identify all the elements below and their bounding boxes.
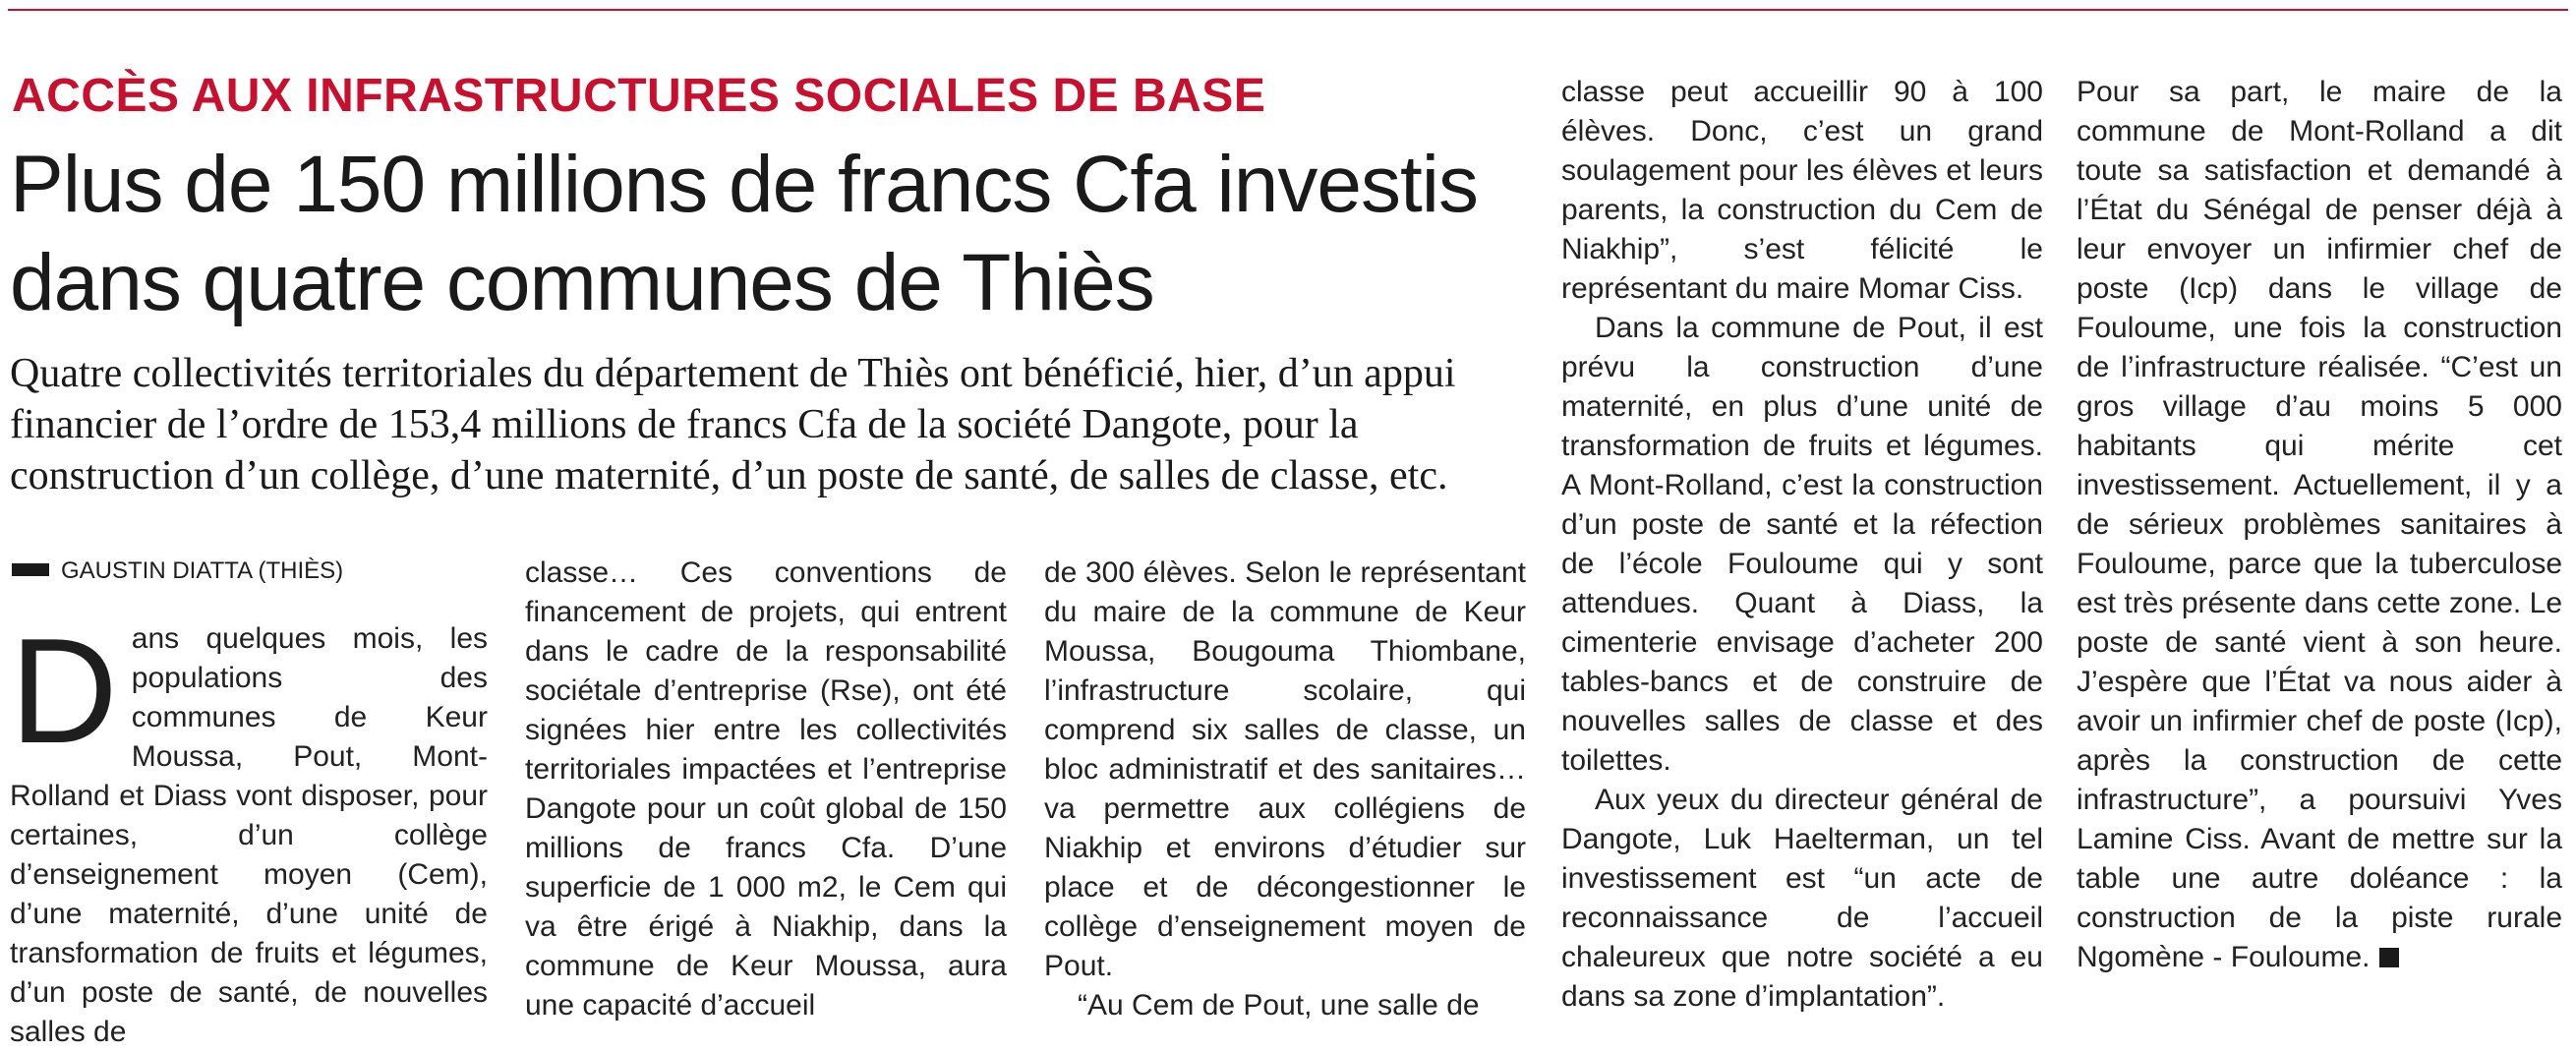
text-column-2 <box>525 554 1007 1025</box>
end-of-article-icon <box>2379 948 2399 967</box>
paragraph-text: Pour sa part, le maire de la commune de Mont-Rolland a dit toute sa satisfaction et demandé à l’État du Sénégal de penser déjà à leur envoyer un infirmier chef de poste (Icp) dans le village de Fouloume, une fois la construction de l’infrastructure réalisée. “C’est un gros village d’au moins 5 000 habitants qui mérite cet investissement. Actuellement, il y a de sérieux problèmes sanitaires à Fouloume, parce que la tuberculose est très présente dans cette zone. Le poste de santé vient à son heure. J’espère que l’État va nous aider à avoir un infirmier chef de poste (Icp), après la construction de cette infrastructure”, a poursuivi Yves Lamine Ciss. Avant de mettre sur la table une autre doléance : la construction de la piste rurale Ngomène - Fouloume. <box>2077 76 2562 973</box>
article-kicker: ACCÈS AUX INFRASTRUCTURES SOCIALES DE BASE <box>12 70 1266 122</box>
text-column-4 <box>1561 73 2043 1017</box>
text-column-3 <box>1044 554 1526 1025</box>
byline <box>12 556 484 586</box>
paragraph-text: ans quelques mois, les populations des communes de Keur Moussa, Pout, Mont-Rolland et Diass vont disposer, pour certaines, d’un collège d’enseignement moyen (Cem), d’une maternité, d’une unité de transformation de fruits et légumes, d’un poste de santé, de nouvelles salles de <box>10 622 488 1048</box>
paragraph: classe… Ces conventions de financement de projets, qui entrent dans le cadre de la responsabilité sociétale d’entreprise (Rse), ont été signées hier entre les collectivités territoriales impactées et l’entreprise Dangote pour un coût global de 150 millions de francs Cfa. D’une superficie de 1 000 m2, le Cem qui va être érigé à Niakhip, dans la commune de Keur Moussa, aura une capacité d’accueil <box>525 556 1007 1022</box>
paragraph <box>10 608 488 1052</box>
top-rule <box>8 9 2568 11</box>
byline-marker <box>12 563 49 576</box>
text-column-5 <box>2077 73 2562 977</box>
article-headline: Plus de 150 millions de francs Cfa investis dans quatre communes de Thiès <box>10 140 1478 327</box>
byline-author: GAUSTIN DIATTA (THIÈS) <box>61 557 344 584</box>
paragraph <box>2077 73 2562 977</box>
paragraph: Aux yeux du directeur général de Dangote, Luk Haelterman, un tel investissement est “un acte de reconnaissance de l’accueil chaleureux que notre société a eu dans sa zone d’implantation”. <box>1561 784 2043 1013</box>
paragraph: “Au Cem de Pout, une salle de <box>1078 989 1480 1022</box>
drop-cap: D <box>10 608 118 775</box>
paragraph: Dans la commune de Pout, il est prévu la construction d’une maternité, en plus d’une unité de transformation de fruits et légumes. A Mont-Rolland, c’est la construction d’un poste de santé et la réfection de l’école Fouloume qui y sont attendues. Quant à Diass, la cimenterie envisage d’acheter 200 tables-bancs et de construire de nouvelles salles de classe et des toilettes. <box>1561 312 2043 777</box>
text-column-1 <box>10 608 488 1052</box>
article-standfirst: Quatre collectivités territoriales du département de Thiès ont bénéficié, hier, d’un appui financier de l’ordre de 153,4 millions de francs Cfa de la société Dangote, pour la construction d’un collège, d’une maternité, d’un poste de santé, de salles de classe, etc. <box>10 351 1456 498</box>
paragraph: de 300 élèves. Selon le représentant du maire de la commune de Keur Moussa, Bougouma Thiombane, l’infrastructure scolaire, qui comprend six salles de classe, un bloc administratif et des sanitaires… va permettre aux collégiens de Niakhip et environs d’étudier sur place et de décongestionner le collège d’enseignement moyen de Pout. <box>1044 556 1526 982</box>
paragraph: classe peut accueillir 90 à 100 élèves. Donc, c’est un grand soulagement pour les élèves et leurs parents, la construction du Cem de Niakhip”, s’est félicité le représentant du maire Momar Ciss. <box>1561 76 2043 305</box>
